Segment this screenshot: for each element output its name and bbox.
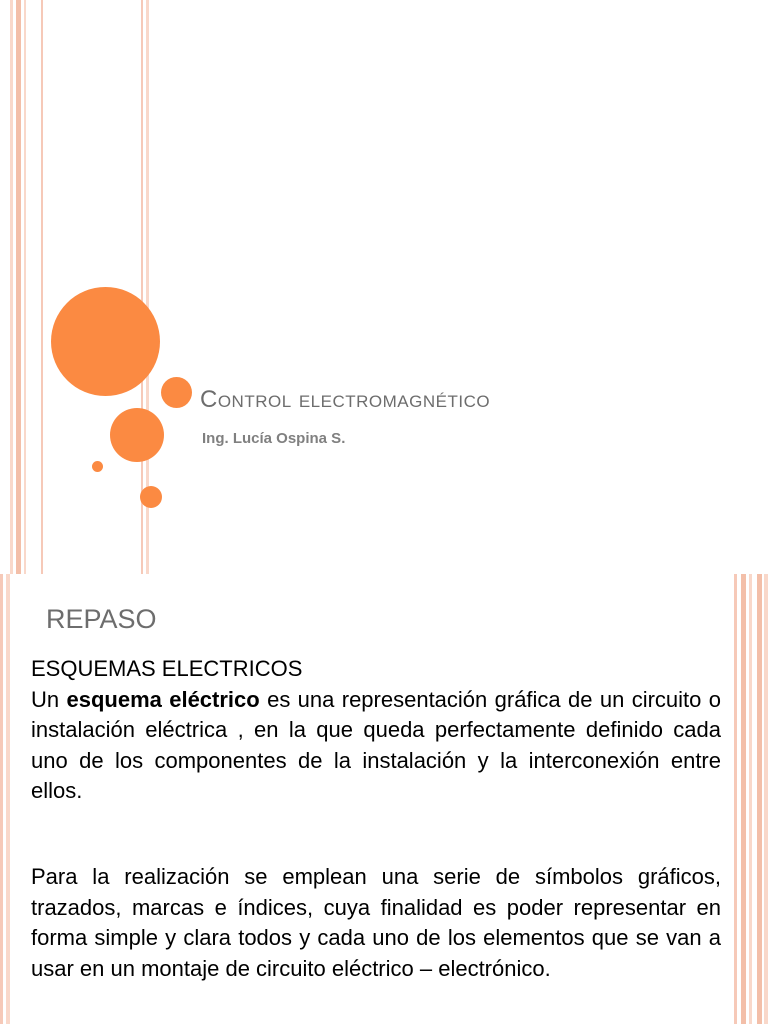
decorative-stripe xyxy=(0,574,3,1024)
decorative-stripe xyxy=(6,574,10,1024)
text-block-2 xyxy=(31,862,721,984)
decorative-stripe xyxy=(757,574,762,1024)
decorative-stripe xyxy=(764,574,768,1024)
decorative-circle-large xyxy=(51,287,160,396)
decorative-circle-dot xyxy=(92,461,103,472)
decorative-stripe xyxy=(749,574,752,1024)
section-title: ESQUEMAS ELECTRICOS xyxy=(31,656,303,681)
decorative-stripe xyxy=(741,574,746,1024)
decorative-stripe xyxy=(24,0,26,574)
paragraph-text: es una representación gráfica de un circuito o instalación eléctrica , en la que queda perfectamente definido cada uno de los componentes de la instalación y la interconexión entre ellos. xyxy=(31,686,721,804)
slide-subtitle: Ing. Lucía Ospina S. xyxy=(202,430,346,447)
paragraph-text: Un xyxy=(31,686,67,712)
decorative-circle-small xyxy=(161,377,192,408)
decorative-stripe xyxy=(16,0,21,574)
decorative-circle-medium xyxy=(110,408,164,462)
decorative-circle-small xyxy=(140,486,162,508)
content-slide xyxy=(0,574,768,1024)
text-block-1 xyxy=(31,654,721,807)
slide-heading: REPASO xyxy=(46,604,157,634)
slide-title: Control electromagnético xyxy=(200,386,491,413)
paragraph-symbols: Para la realización se emplean una serie de símbolos gráficos, trazados, marcas e índices, cuya finalidad es poder representar en forma simple y clara todos y cada uno de los elementos que se van a usar en un montaje de circuito eléctrico – electrónico. xyxy=(31,864,721,981)
decorative-stripe xyxy=(734,574,737,1024)
bold-term: esquema eléctrico xyxy=(66,686,260,712)
paragraph-definition xyxy=(31,685,721,807)
decorative-stripe xyxy=(41,0,43,574)
decorative-stripe xyxy=(10,0,13,574)
